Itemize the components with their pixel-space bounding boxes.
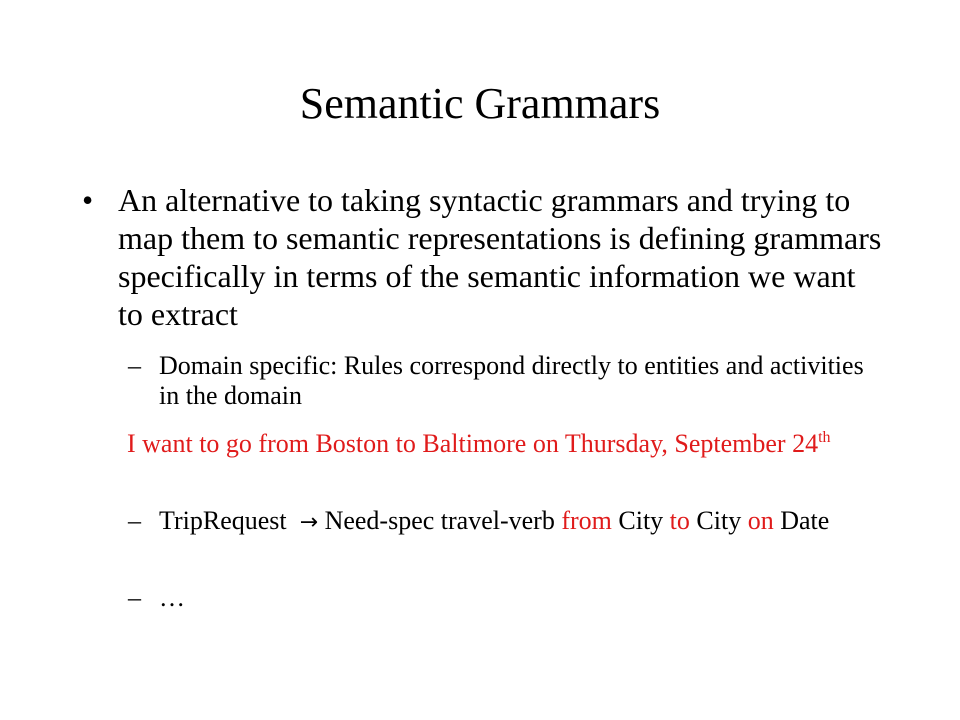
example-superscript: th: [818, 429, 831, 446]
rule-city1: City: [618, 506, 664, 535]
main-bullet: [82, 181, 882, 333]
rule-lhs: TripRequest: [159, 506, 287, 535]
ellipsis-text: …: [159, 583, 185, 612]
slide-title: Semantic Grammars: [299, 79, 661, 128]
example-sentence-text: I want to go from Boston to Baltimore on Thursday, September 24: [127, 429, 819, 458]
rule-kw-on: on: [747, 506, 774, 535]
rule-kw-from: from: [561, 506, 612, 535]
sub-bullet-ellipsis: [128, 583, 888, 613]
rule-part1: Need-spec travel-verb: [324, 506, 555, 535]
sub-bullet-text: Domain specific: Rules correspond directly to entities and activities in the domain: [159, 351, 864, 410]
rule-text: [128, 506, 888, 538]
dash-marker: –: [128, 583, 141, 612]
rule-date: Date: [780, 506, 830, 535]
main-bullet-text: An alternative to taking syntactic grammars and trying to map them to semantic representations is defining grammars specifically in terms of the semantic information we want to extract: [118, 182, 882, 332]
dash-marker: –: [128, 351, 141, 380]
sub-bullet-rule: [128, 506, 888, 538]
rule-city2: City: [696, 506, 742, 535]
rule-kw-to: to: [669, 506, 690, 535]
sub-bullet-domain-specific: [128, 351, 888, 411]
bullet-marker: •: [82, 182, 94, 218]
dash-marker: –: [128, 506, 141, 535]
example-sentence: [127, 429, 919, 459]
arrow-icon: →: [299, 510, 319, 535]
